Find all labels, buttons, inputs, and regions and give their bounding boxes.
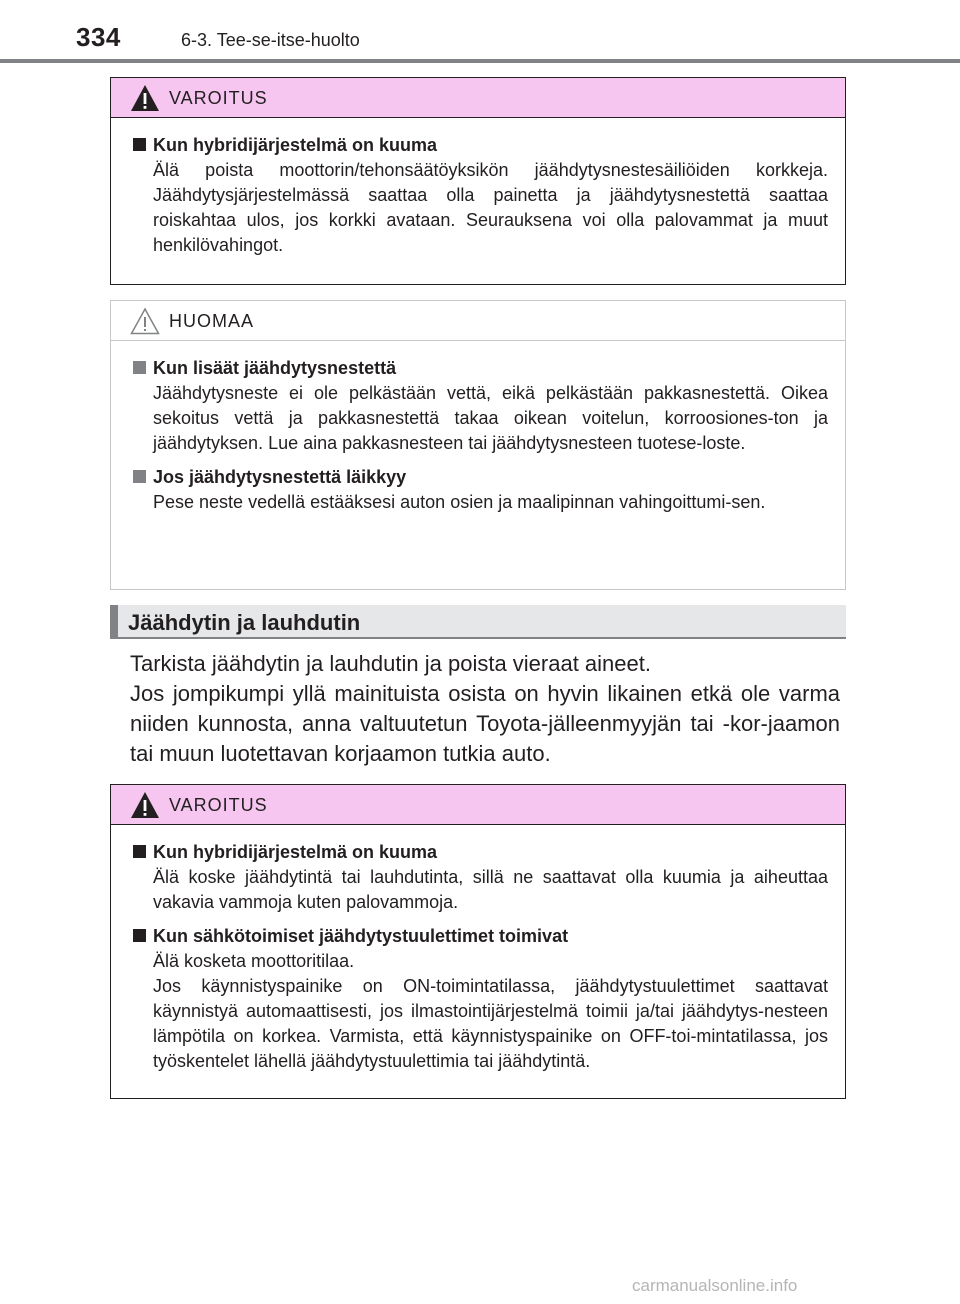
notice-box	[110, 300, 846, 590]
square-bullet-icon	[133, 361, 146, 374]
warning-box-body	[111, 118, 845, 278]
notice-triangle-icon	[130, 307, 160, 335]
paragraph: Jos jompikumpi yllä mainituista osista on hyvin likainen etkä ole varma niiden kunnosta, anna valtuutetun Toyota-jälleenmyyjän tai -kor-jaamon tai muun luotettavan korjaamon tutkia auto.	[130, 681, 840, 766]
item-title-text: Kun lisäät jäähdytysnestettä	[153, 358, 397, 378]
header-rule	[0, 59, 960, 63]
notice-item	[128, 355, 828, 456]
notice-box-header	[111, 301, 845, 341]
square-bullet-icon	[133, 470, 146, 483]
item-text: Jäähdytysneste ei ole pelkästään vettä, eikä pelkästään pakkasnestettä. Oikea sekoitus vettä ja pakkasnestettä takaa oikean voitelun, korroosiones-ton ja jäähdytyksen. Lue aina pakkasnesteen tai jäähdytysnesteen tuotese-loste.	[153, 383, 828, 453]
item-title	[128, 923, 828, 949]
warning-triangle-icon	[130, 84, 160, 112]
paragraph: Tarkista jäähdytin ja lauhdutin ja poista vieraat aineet.	[130, 651, 651, 676]
notice-box-body	[111, 341, 845, 535]
watermark: carmanualsonline.info	[632, 1276, 798, 1295]
square-bullet-icon	[133, 845, 146, 858]
item-text: Pese neste vedellä estääksesi auton osien ja maalipinnan vahingoittumi-sen.	[153, 492, 766, 512]
warning-box-header	[111, 78, 845, 118]
warning-item	[128, 923, 828, 1074]
item-text: Älä koske jäähdytintä tai lauhdutinta, sillä ne saattavat olla kuumia ja aiheuttaa vakavia vammoja kuten palovammoja.	[153, 867, 828, 912]
warning-item	[128, 132, 828, 258]
item-title-text: Kun sähkötoimiset jäähdytystuulettimet toimivat	[153, 926, 569, 946]
page-header	[0, 0, 960, 60]
warning-box-2	[110, 784, 846, 1099]
warning-box-header	[111, 785, 845, 825]
item-title	[128, 355, 828, 381]
section-heading	[110, 605, 846, 639]
warning-label: VAROITUS	[169, 88, 268, 108]
item-title-text: Jos jäähdytysnestettä läikkyy	[153, 467, 407, 487]
heading-accent-bar	[110, 605, 118, 639]
item-title-text: Kun hybridijärjestelmä on kuuma	[153, 842, 438, 862]
item-title	[128, 839, 828, 865]
warning-box-body	[111, 825, 845, 1094]
notice-label: HUOMAA	[169, 311, 255, 331]
item-text: Jos käynnistyspainike on ON-toimintatilassa, jäähdytystuulettimet saattavat käynnistyä automaattisesti, jos ilmastointijärjestelmä toimii ja/tai jäähdytys-nesteen lämpötila on korkea. Varmista, että käynnistyspainike on OFF-toi-mintatilassa, jos työskentelet lähellä jäähdytystuulettimia tai jäähdytintä.	[153, 976, 828, 1071]
warning-box-1	[110, 77, 846, 285]
square-bullet-icon	[133, 138, 146, 151]
section-heading-text: Jäähdytin ja lauhdutin	[128, 610, 361, 635]
section-title: 6-3. Tee-se-itse-huolto	[181, 30, 360, 50]
warning-label: VAROITUS	[169, 795, 268, 815]
item-title	[128, 464, 828, 490]
square-bullet-icon	[133, 929, 146, 942]
item-text: Älä poista moottorin/tehonsäätöyksikön jäähdytysnestesäiliöiden korkkeja. Jäähdytysjärjestelmässä saattaa olla painetta ja jäähdytysnestettä saattaa roiskahtaa ulos, jos korkki avataan. Seurauksena voi olla palovammat ja muut henkilövahingot.	[153, 160, 828, 255]
item-title-text: Kun hybridijärjestelmä on kuuma	[153, 135, 438, 155]
warning-item	[128, 839, 828, 915]
warning-triangle-icon	[130, 791, 160, 819]
notice-item	[128, 464, 828, 515]
page-number: 334	[76, 22, 121, 52]
main-text	[130, 649, 840, 769]
item-text-line: Älä kosketa moottoritilaa.	[153, 951, 355, 971]
item-title	[128, 132, 828, 158]
